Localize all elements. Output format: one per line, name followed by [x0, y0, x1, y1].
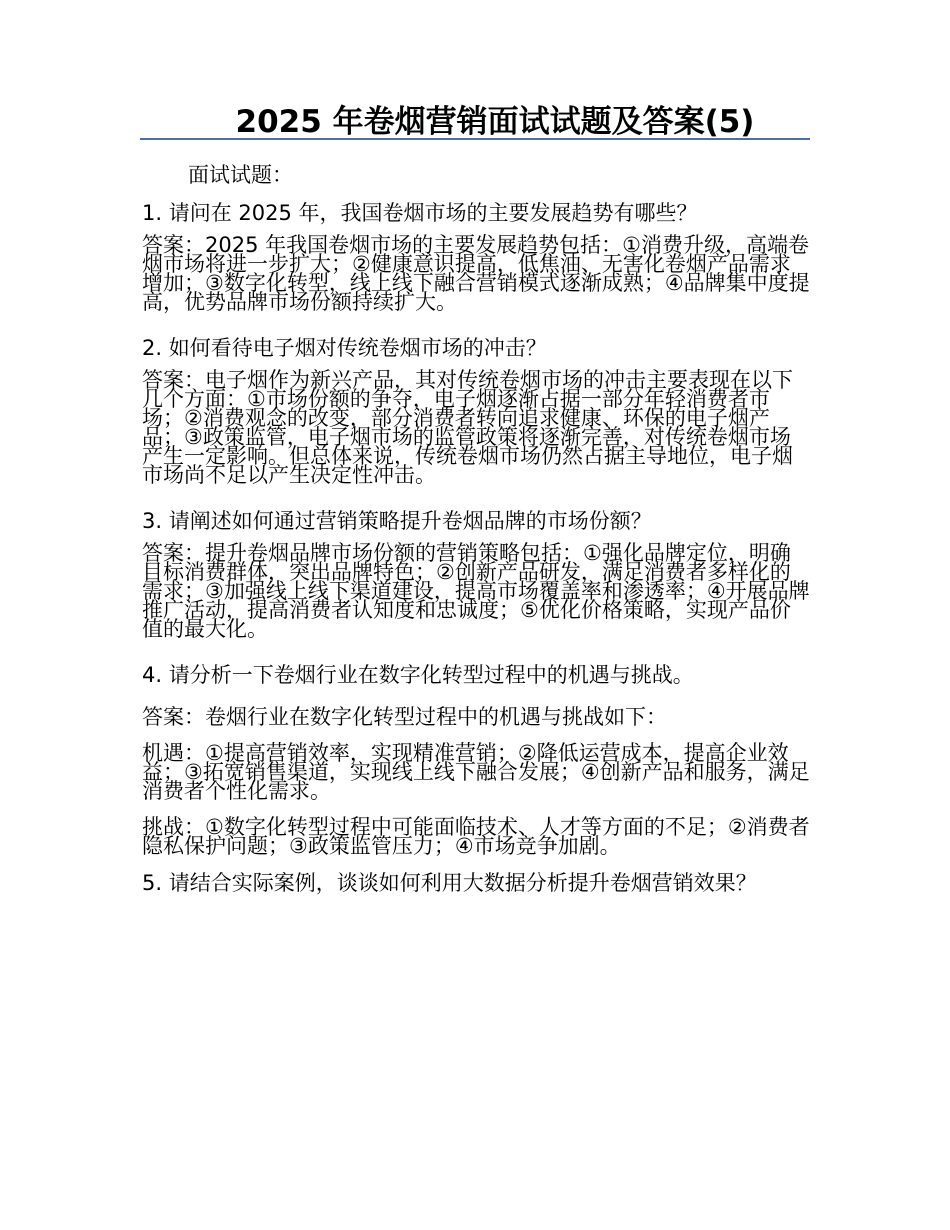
- answer-4-opportunities: 机遇：①提高营销效率，实现精准营销；②降低运营成本，提高企业效益；③拓宽销售渠道，实现线上线下融合发展；④创新产品和服务，满足消费者个性化需求。: [142, 741, 810, 803]
- answer-4-challenges: 挑战：①数字化转型过程中可能面临技术、人才等方面的不足；②消费者隐私保护问题；③政策监管压力；④市场竞争加剧。: [142, 815, 810, 858]
- page-title: 2025 年卷烟营销面试试题及答案(5): [235, 104, 755, 140]
- question-3: 3. 请阐述如何通过营销策略提升卷烟品牌的市场份额？: [142, 509, 652, 533]
- question-4: 4. 请分析一下卷烟行业在数字化转型过程中的机遇与挑战。: [142, 663, 694, 687]
- document-body: [142, 156, 810, 910]
- title-underline: [140, 138, 810, 140]
- answer-2: 答案：电子烟作为新兴产品，其对传统卷烟市场的冲击主要表现在以下几个方面：①市场份额的争夺，电子烟逐渐占据一部分年轻消费者市场；②消费观念的改变，部分消费者转向追求健康、环保的电子烟产品；③政策监管，电子烟市场的监管政策将逐渐完善，对传统卷烟市场产生一定影响。但总体来说，传统卷烟市场仍然占据主导地位，电子烟市场尚不足以产生决定性冲击。: [142, 368, 793, 487]
- question-1: 1. 请问在 2025 年，我国卷烟市场的主要发展趋势有哪些？: [142, 201, 698, 225]
- intro-label: 面试试题：: [188, 163, 293, 187]
- question-2: 2. 如何看待电子烟对传统卷烟市场的冲击？: [142, 336, 547, 360]
- answer-4-intro: 答案：卷烟行业在数字化转型过程中的机遇与挑战如下：: [142, 705, 667, 729]
- answer-3: 答案：提升卷烟品牌市场份额的营销策略包括：①强化品牌定位，明确目标消费群体，突出品牌特色；②创新产品研发，满足消费者多样化的需求；③加强线上线下渠道建设，提高市场覆盖率和渗透率；④开展品牌推广活动，提高消费者认知度和忠诚度；⑤优化价格策略，实现产品价值的最大化。: [142, 541, 810, 641]
- question-5: 5. 请结合实际案例，谈谈如何利用大数据分析提升卷烟营销效果？: [142, 871, 757, 895]
- answer-1: 答案：2025 年我国卷烟市场的主要发展趋势包括：①消费升级，高端卷烟市场将进一步扩大；②健康意识提高，低焦油、无害化卷烟产品需求增加；③数字化转型，线上线下融合营销模式逐渐成熟；④品牌集中度提高，优势品牌市场份额持续扩大。: [142, 233, 810, 314]
